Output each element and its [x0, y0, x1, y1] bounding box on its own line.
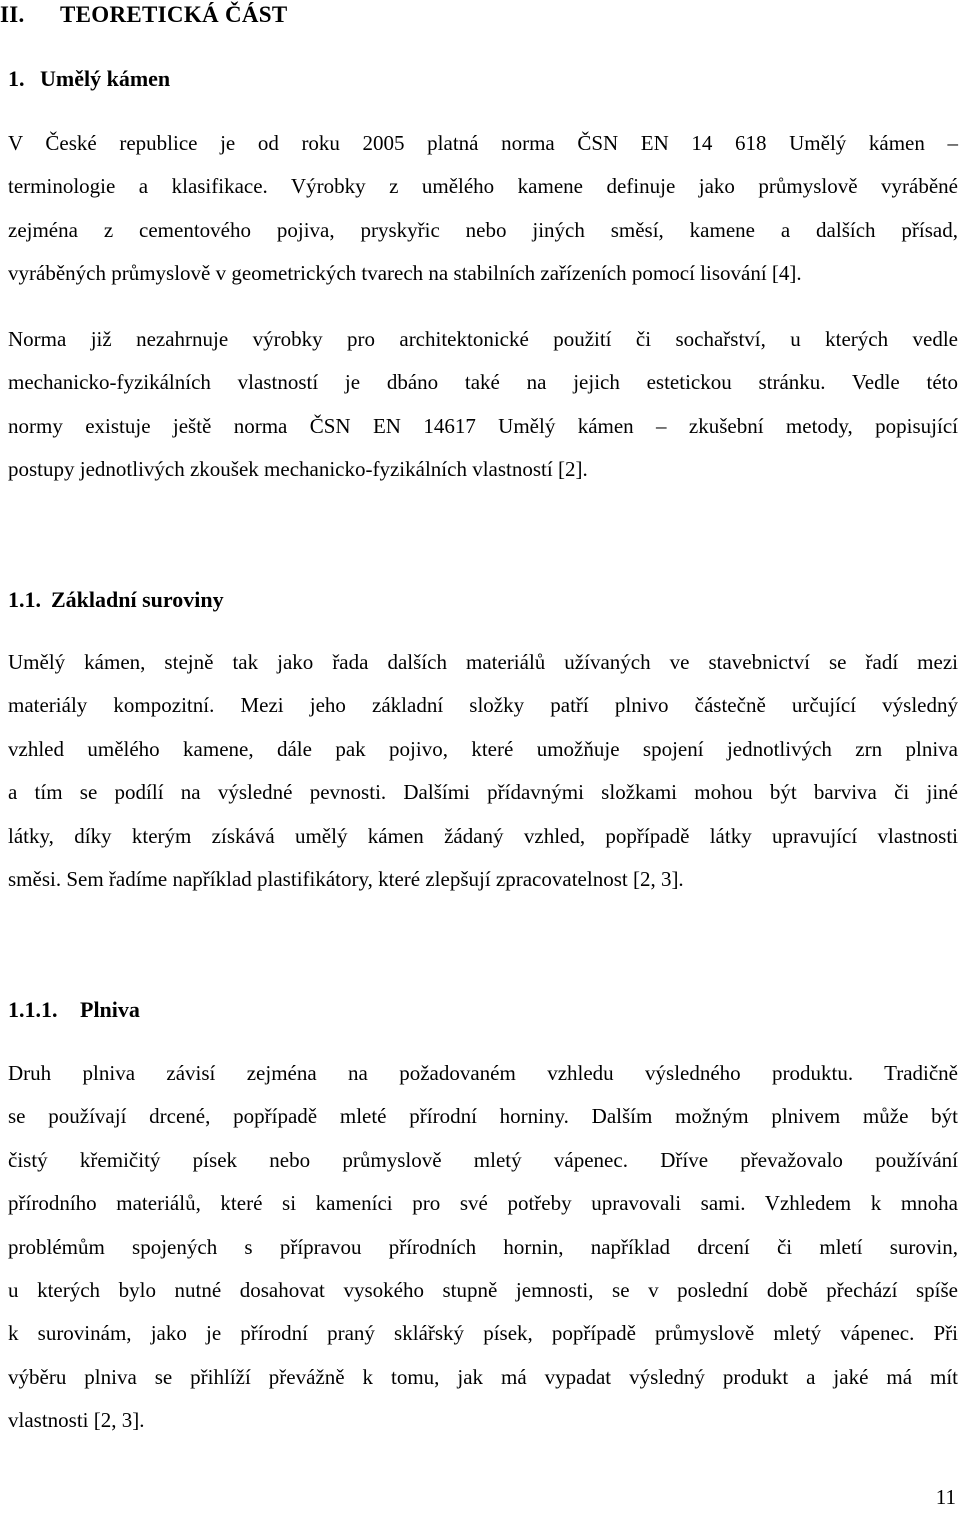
paragraph-4	[8, 1052, 958, 1443]
section-number: 1.	[8, 66, 25, 91]
text-line: V České republice je od roku 2005 platná norma ČSN EN 14 618 Umělý kámen –	[8, 131, 958, 155]
paragraph-3	[8, 641, 958, 901]
text-line: Druh plniva závisí zejména na požadovaném vzhledu výsledného produktu. Tradičně	[8, 1061, 958, 1085]
text-line: vlastnosti [2, 3].	[8, 1408, 145, 1433]
text-line: se používají drcené, popřípadě mleté přírodní horniny. Dalším možným plnivem může být	[8, 1104, 958, 1129]
text-line: směsi. Sem řadíme například plastifikátory, které zlepšují zpracovatelnost [2, 3].	[8, 866, 684, 891]
section-number: 1.1.1.	[8, 997, 58, 1022]
text-line: problémům spojených s přípravou přírodních hornin, například drcení či mletí surovin,	[8, 1234, 958, 1259]
section-heading-1-1	[8, 585, 224, 615]
text-line: vyráběných průmyslově v geometrických tvarech na stabilních zařízeních pomocí lisování [4].	[8, 261, 802, 286]
text-line: materiály kompozitní. Mezi jeho základní složky patří plnivo částečně určující výsledný	[8, 693, 958, 718]
text-line: čistý křemičitý písek nebo průmyslově mletý vápenec. Dříve převažovalo používání	[8, 1147, 958, 1172]
section-heading-1	[8, 64, 170, 94]
text-line: látky, díky kterým získává umělý kámen žádaný vzhled, popřípadě látky upravující vlastnosti	[8, 823, 958, 848]
text-line: přírodního materiálů, které si kameníci pro své potřeby upravovali sami. Vzhledem k mnoha	[8, 1191, 958, 1216]
section-title: Umělý kámen	[40, 66, 171, 91]
text-line: vzhled umělého kamene, dále pak pojivo, které umožňuje spojení jednotlivých zrn plniva	[8, 736, 958, 761]
text-line: k surovinám, jako je přírodní praný sklářský písek, popřípadě průmyslově mletý vápenec. Při	[8, 1321, 958, 1346]
text-line: zejména z cementového pojiva, pryskyřic nebo jiných směsí, kamene a dalších přísad,	[8, 217, 958, 242]
page-number: 11	[935, 1485, 956, 1509]
section-number: 1.1.	[8, 587, 41, 612]
text-line: výběru plniva se přihlíží převážně k tomu, jak má vypadat výsledný produkt a jaké má mít	[8, 1364, 958, 1389]
text-line: postupy jednotlivých zkoušek mechanicko-fyzikálních vlastností [2].	[8, 457, 588, 482]
part-title: TEORETICKÁ ČÁST	[60, 2, 288, 27]
part-number: II.	[0, 2, 25, 27]
part-heading	[0, 0, 288, 30]
section-heading-1-1-1	[8, 995, 140, 1025]
text-line: Norma již nezahrnuje výrobky pro architektonické použití či sochařství, u kterých vedle	[8, 327, 958, 351]
section-title: Základní suroviny	[51, 587, 224, 612]
text-line: a tím se podílí na výsledné pevnosti. Dalšími přídavnými složkami mohou být barviva či jiné	[8, 780, 958, 805]
text-line: terminologie a klasifikace. Výrobky z umělého kamene definuje jako průmyslově vyráběné	[8, 174, 958, 199]
paragraph-1	[8, 122, 958, 296]
text-line: u kterých bylo nutné dosahovat vysokého stupně jemnosti, se v poslední době přechází spíše	[8, 1277, 958, 1302]
text-line: normy existuje ještě norma ČSN EN 14617 Umělý kámen – zkušební metody, popisující	[8, 413, 958, 438]
text-line: Umělý kámen, stejně tak jako řada dalších materiálů užívaných ve stavebnictví se řadí mezi	[8, 650, 958, 674]
paragraph-2	[8, 318, 958, 492]
section-title: Plniva	[80, 997, 140, 1022]
text-line: mechanicko-fyzikálních vlastností je dbáno také na jejich estetickou stránku. Vedle této	[8, 370, 958, 395]
